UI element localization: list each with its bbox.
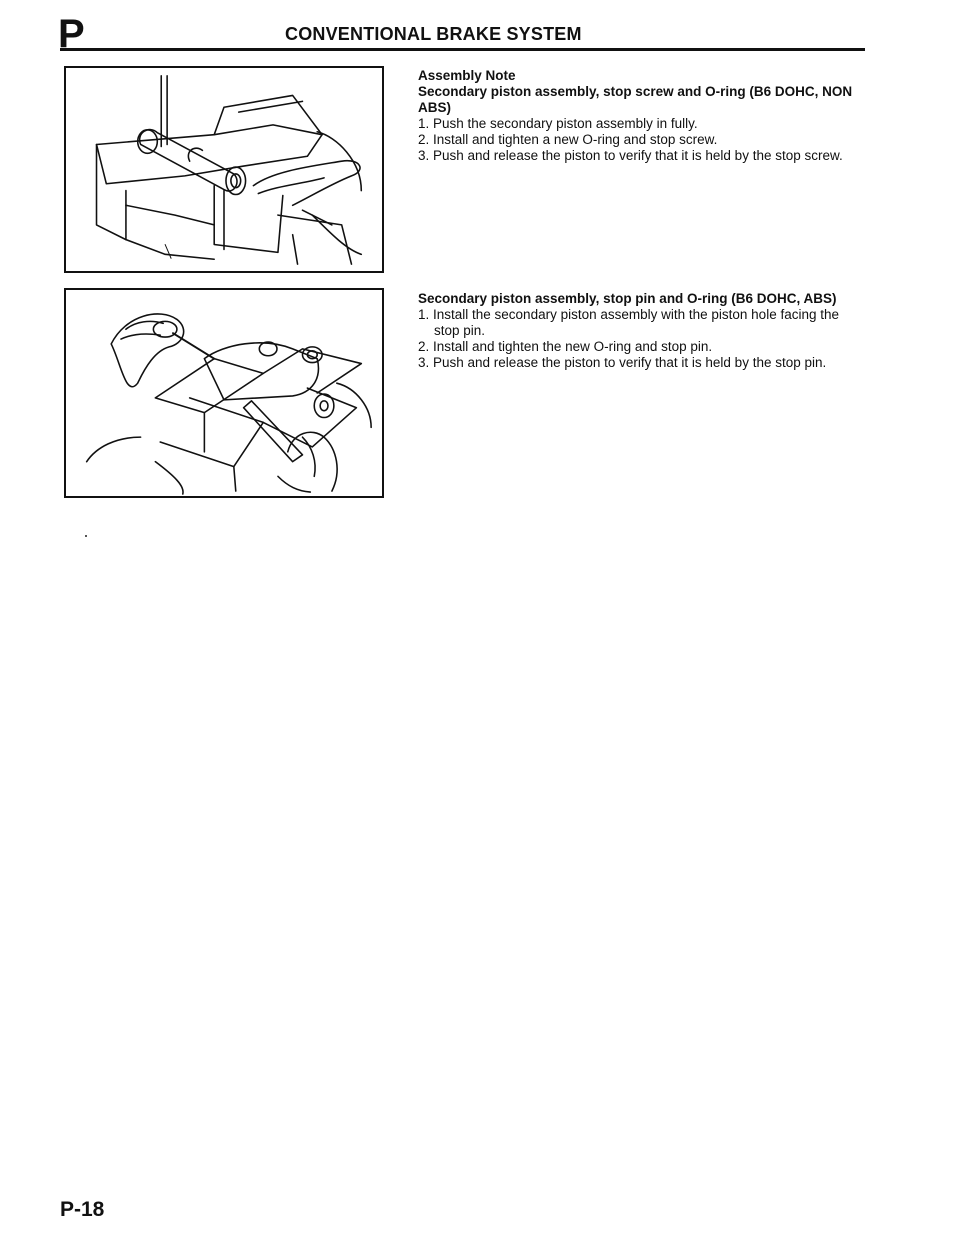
step-item: 3. Push and release the piston to verify that it is held by the stop pin. [418,355,827,370]
section-stop-pin [418,291,863,371]
section-letter: P [58,12,85,56]
page-number: P-18 [60,1198,105,1221]
section-heading: Secondary piston assembly, stop pin and O-ring (B6 DOHC, ABS) [418,291,837,306]
step-item: 2. Install and tighten the new O-ring and stop pin. [418,339,713,354]
step-item: 1. Install the secondary piston assembly with the piston hole facing the stop pin. [418,307,839,338]
illustration-stop-pin [64,288,384,498]
step-list [418,116,863,164]
step-item: 1. Push the secondary piston assembly in fully. [418,116,698,131]
illustration-stop-screw [64,66,384,273]
stop-pin-illustration-drawing [66,290,382,496]
section-stop-screw [418,68,863,164]
stray-mark [85,535,87,537]
header-rule [60,48,865,51]
stop-screw-illustration-drawing [66,68,382,271]
step-item: 2. Install and tighten a new O-ring and stop screw. [418,132,718,147]
page-title: CONVENTIONAL BRAKE SYSTEM [285,24,582,44]
section-heading: Assembly Note [418,68,516,83]
section-subheading: Secondary piston assembly, stop screw and O-ring (B6 DOHC, NON ABS) [418,84,853,115]
step-item: 3. Push and release the piston to verify that it is held by the stop screw. [418,148,843,163]
step-list [418,307,863,371]
